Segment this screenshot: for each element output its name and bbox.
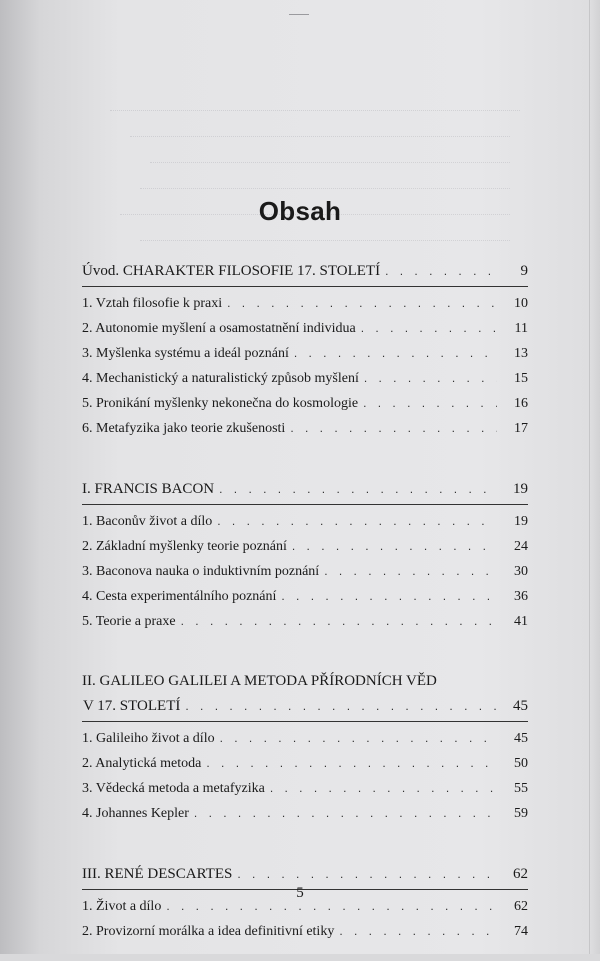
- toc-entry-label: 1. Život a dílo: [82, 899, 162, 914]
- toc-page-number: 11: [514, 321, 528, 336]
- toc-entry-label: 3. Myšlenka systému a ideál poznání: [82, 346, 289, 361]
- dot-leader: [294, 341, 497, 365]
- toc-part-heading-line1[interactable]: II. GALILEO GALILEI A METODA PŘÍRODNÍCH VĚD: [82, 673, 437, 689]
- toc-entry[interactable]: [82, 559, 528, 584]
- toc-entry-label: Úvod. CHARAKTER FILOSOFIE 17. STOLETÍ: [82, 263, 381, 279]
- table-of-contents: [82, 258, 528, 961]
- toc-entry-label: 2. Autonomie myšlení a osamostatnění individua: [82, 321, 356, 336]
- toc-entry[interactable]: [82, 341, 528, 366]
- toc-entry[interactable]: [82, 801, 528, 826]
- dot-leader: [292, 534, 497, 558]
- dot-leader: [181, 609, 497, 633]
- toc-entry-label: 2. Základní myšlenky teorie poznání: [82, 539, 287, 554]
- dot-leader: [219, 476, 497, 502]
- toc-page-number: 24: [514, 539, 528, 554]
- dot-leader: [220, 726, 497, 750]
- toc-entry-label: 2. Provizorní morálka a idea definitivní etiky: [82, 924, 335, 939]
- page-number: 5: [296, 885, 304, 901]
- toc-page-number: 9: [520, 263, 528, 279]
- toc-entry-label: V 17. STOLETÍ: [83, 698, 181, 714]
- toc-entry[interactable]: [82, 609, 528, 634]
- toc-section-bacon: [82, 476, 528, 634]
- toc-entry-label: III. RENÉ DESCARTES: [82, 866, 233, 882]
- section-rule: [82, 286, 528, 287]
- section-rule: [82, 721, 528, 722]
- toc-entry[interactable]: [82, 366, 528, 391]
- toc-page-number: 36: [514, 589, 528, 604]
- toc-entry-label: 2. Analytická metoda: [82, 756, 202, 771]
- toc-page-number: 19: [514, 514, 528, 529]
- toc-entry[interactable]: [82, 751, 528, 776]
- toc-section-descartes: [82, 861, 528, 944]
- toc-entry[interactable]: [82, 726, 528, 751]
- dot-leader: [361, 316, 497, 340]
- toc-entry-label: 4. Johannes Kepler: [82, 806, 189, 821]
- dot-leader: [206, 751, 497, 775]
- toc-page-number: 62: [514, 899, 528, 914]
- toc-entry-label: I. FRANCIS BACON: [82, 481, 215, 497]
- toc-entry[interactable]: [82, 291, 528, 316]
- dot-leader: [364, 366, 497, 390]
- dot-leader: [227, 291, 497, 315]
- toc-section-galilei: [82, 669, 528, 826]
- toc-entry[interactable]: [82, 776, 528, 801]
- toc-page-number: 59: [514, 806, 528, 821]
- toc-page-number: 45: [513, 698, 528, 714]
- toc-part-heading[interactable]: [82, 258, 528, 284]
- toc-entry[interactable]: [82, 391, 528, 416]
- dot-leader: [281, 584, 497, 608]
- toc-part-heading[interactable]: [82, 861, 528, 887]
- toc-page-number: 16: [514, 396, 528, 411]
- dot-leader: [237, 861, 497, 887]
- toc-entry[interactable]: [82, 509, 528, 534]
- toc-entry-label: 1. Galileiho život a dílo: [82, 731, 215, 746]
- page-edge: [589, 0, 590, 954]
- toc-entry-label: 1. Baconův život a dílo: [82, 514, 213, 529]
- toc-page-number: 55: [514, 781, 528, 796]
- toc-entry[interactable]: [82, 316, 528, 341]
- toc-page-number: 19: [513, 481, 528, 497]
- dot-leader: [270, 776, 497, 800]
- dot-leader: [385, 258, 497, 284]
- toc-page-number: 74: [514, 924, 528, 939]
- toc-entry[interactable]: [82, 584, 528, 609]
- toc-part-heading[interactable]: [82, 693, 528, 719]
- toc-entry[interactable]: [82, 416, 528, 441]
- toc-entry-label: 3. Baconova nauka o induktivním poznání: [82, 564, 320, 579]
- toc-page-number: 41: [514, 614, 528, 629]
- dot-leader: [290, 416, 497, 440]
- toc-page-number: 50: [514, 756, 528, 771]
- toc-page-number: 45: [514, 731, 528, 746]
- toc-section-intro: [82, 258, 528, 441]
- toc-page-number: 13: [514, 346, 528, 361]
- toc-page-number: 30: [514, 564, 528, 579]
- page-title: Obsah: [258, 196, 342, 226]
- toc-entry-label: 4. Mechanistický a naturalistický způsob myšlení: [82, 371, 359, 386]
- dot-leader: [324, 559, 497, 583]
- toc-entry-label: 5. Pronikání myšlenky nekonečna do kosmologie: [82, 396, 359, 411]
- dot-leader: [363, 391, 497, 415]
- dot-leader: [185, 693, 497, 719]
- toc-page-number: 17: [514, 421, 528, 436]
- toc-entry-label: 4. Cesta experimentálního poznání: [82, 589, 277, 604]
- section-rule: [82, 504, 528, 505]
- toc-page-number: 15: [514, 371, 528, 386]
- toc-entry[interactable]: [82, 534, 528, 559]
- top-mark: [289, 14, 309, 15]
- toc-entry-label: 3. Vědecká metoda a metafyzika: [82, 781, 265, 796]
- toc-page-number: 10: [514, 296, 528, 311]
- dot-leader: [194, 801, 497, 825]
- toc-entry-label: 5. Teorie a praxe: [82, 614, 176, 629]
- dot-leader: [339, 919, 497, 943]
- toc-page-number: 62: [513, 866, 528, 882]
- toc-part-heading[interactable]: [82, 476, 528, 502]
- toc-entry[interactable]: [82, 919, 528, 944]
- toc-entry-label: 1. Vztah filosofie k praxi: [82, 296, 223, 311]
- toc-entry-label: 6. Metafyzika jako teorie zkušenosti: [82, 421, 286, 436]
- dot-leader: [217, 509, 497, 533]
